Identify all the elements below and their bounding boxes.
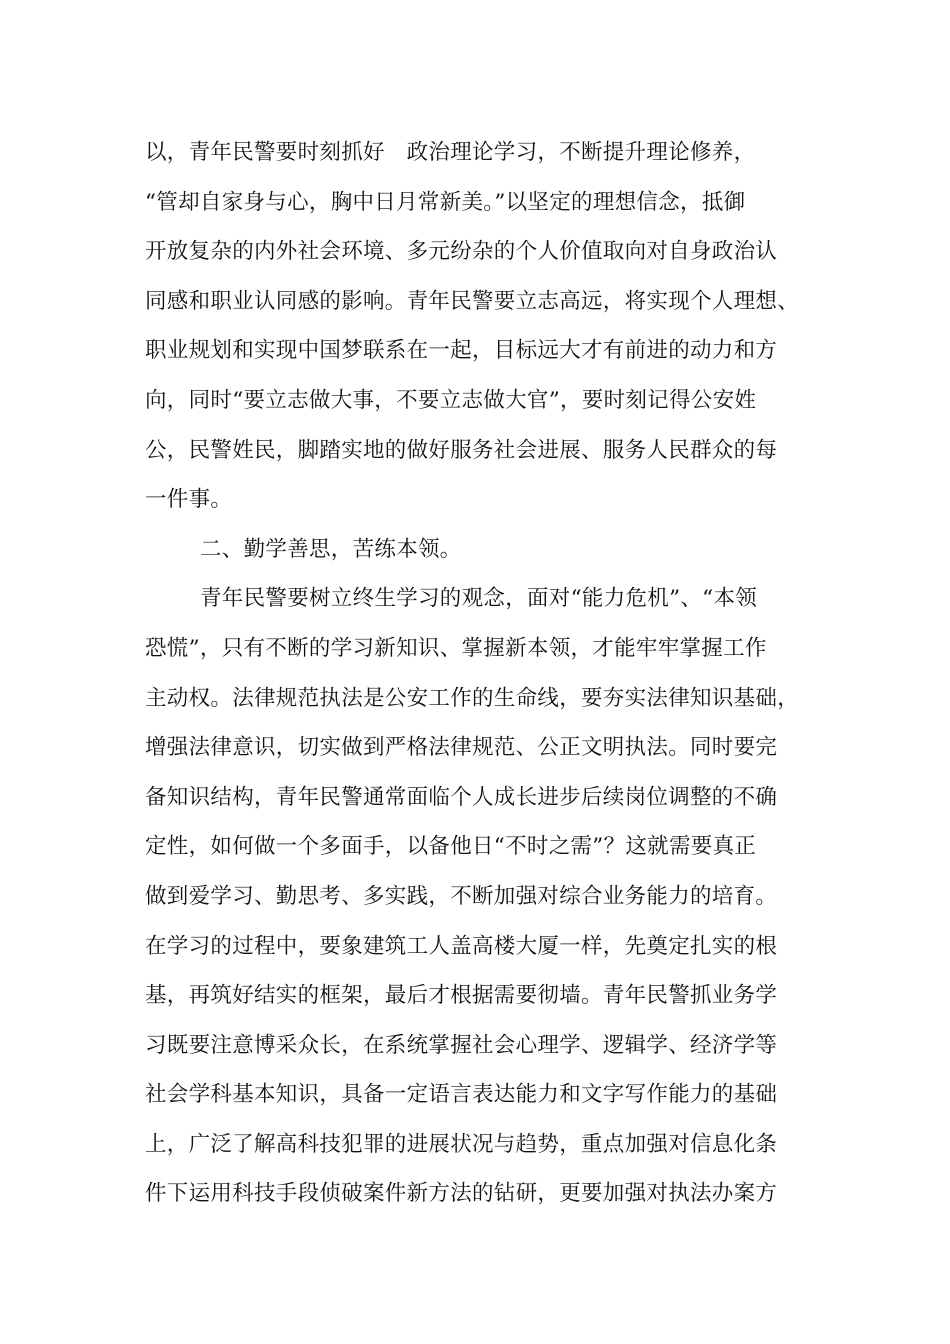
text-line: 定性，如何做一个多面手，以备他日“不时之需”？这就需要真正 — [145, 834, 757, 860]
text-line: 恐慌”，只有不断的学习新知识、掌握新本领，才能牢牢掌握工作 — [145, 635, 767, 661]
text-line: 二、勤学善思，苦练本领。 — [200, 536, 462, 562]
text-line: 社会学科基本知识，具备一定语言表达能力和文字写作能力的基础 — [145, 1082, 778, 1108]
text-line: 增强法律意识，切实做到严格法律规范、公正文明执法。同时要完 — [145, 735, 778, 761]
text-line: 做到爱学习、勤思考、多实践，不断加强对综合业务能力的培育。 — [145, 883, 778, 909]
text-line: 件下运用科技手段侦破案件新方法的钻研，更要加强对执法办案方 — [145, 1181, 778, 1207]
text-line: 青年民警要树立终生学习的观念，面对“能力危机”、“本领 — [200, 586, 758, 612]
text-line: 向，同时“要立志做大事，不要立志做大官”，要时刻记得公安姓 — [145, 387, 757, 413]
text-line: 主动权。法律规范执法是公安工作的生命线，要夯实法律知识基础， — [145, 685, 800, 711]
text-line: 习既要注意博采众长，在系统掌握社会心理学、逻辑学、经济学等 — [145, 1032, 778, 1058]
text-line: 在学习的过程中，要象建筑工人盖高楼大厦一样，先奠定扎实的根 — [145, 933, 778, 959]
text-line: 基，再筑好结实的框架，最后才根据需要彻墙。青年民警抓业务学 — [145, 983, 778, 1009]
text-line: 备知识结构，青年民警通常面临个人成长进步后续岗位调整的不确 — [145, 784, 778, 810]
text-line: 上，广泛了解高科技犯罪的进展状况与趋势，重点加强对信息化条 — [145, 1131, 778, 1157]
text-line: 公，民警姓民，脚踏实地的做好服务社会进展、服务人民群众的每 — [145, 437, 778, 463]
text-line: “管却自家身与心，胸中日月常新美。”以坚定的理想信念，抵御 — [145, 189, 746, 215]
text-line: 一件事。 — [145, 487, 233, 513]
text-line: 以，青年民警要时刻抓好 政治理论学习，不断提升理论修养， — [145, 140, 756, 165]
text-line: 同感和职业认同感的影响。青年民警要立志高远，将实现个人理想、 — [145, 288, 800, 314]
text-line: 开放复杂的内外社会环境、多元纷杂的个人价值取向对自身政治认 — [145, 239, 778, 265]
text-line: 职业规划和实现中国梦联系在一起，目标远大才有前进的动力和方 — [145, 338, 778, 364]
document-body — [145, 128, 825, 1219]
